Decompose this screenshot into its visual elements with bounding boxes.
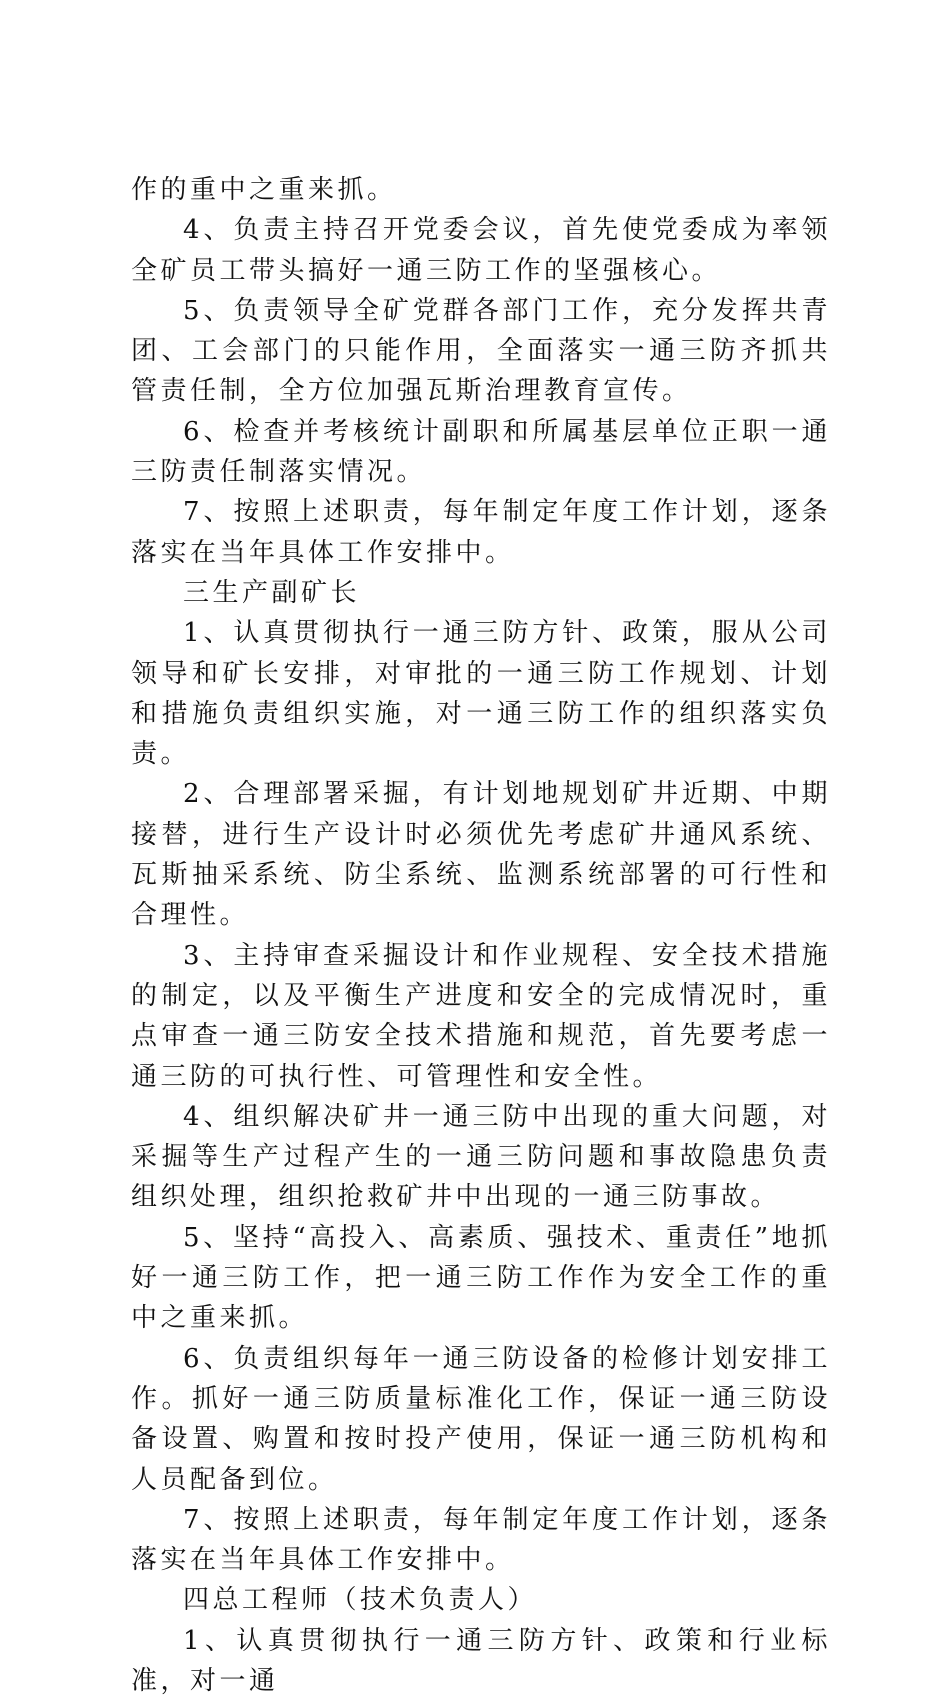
- section-heading: 四总工程师（技术负责人）: [183, 1585, 538, 1616]
- paragraph: 7、按照上述职责，每年制定年度工作计划，逐条落实在当年具体工作安排中。: [131, 1504, 831, 1576]
- paragraph: 2、合理部署采掘，有计划地规划矿井近期、中期接替，进行生产设计时必须优先考虑矿井通风系统、瓦斯抽采系统、防尘系统、监测系统部署的可行性和合理性。: [131, 779, 831, 931]
- paragraph: 5、负责领导全矿党群各部门工作，充分发挥共青团、工会部门的只能作用，全面落实一通三防齐抓共管责任制，全方位加强瓦斯治理教育宣传。: [131, 295, 831, 407]
- paragraph: 6、检查并考核统计副职和所属基层单位正职一通三防责任制落实情况。: [131, 416, 831, 488]
- paragraph: 3、主持审查采掘设计和作业规程、安全技术措施的制定，以及平衡生产进度和安全的完成情况时，重点审查一通三防安全技术措施和规范，首先要考虑一通三防的可执行性、可管理性和安全性。: [131, 940, 831, 1092]
- document-body: [131, 170, 831, 1701]
- paragraph: 6、负责组织每年一通三防设备的检修计划安排工作。抓好一通三防质量标准化工作，保证一通三防设备设置、购置和按时投产使用，保证一通三防机构和人员配备到位。: [131, 1343, 831, 1495]
- section-heading: 三生产副矿长: [183, 577, 361, 608]
- paragraph: 4、负责主持召开党委会议，首先使党委成为率领全矿员工带头搞好一通三防工作的坚强核心。: [131, 215, 831, 286]
- paragraph: 7、按照上述职责，每年制定年度工作计划，逐条落实在当年具体工作安排中。: [131, 497, 831, 568]
- paragraph: 作的重中之重来抓。: [131, 175, 397, 205]
- paragraph: 4、组织解决矿井一通三防中出现的重大问题，对采掘等生产过程产生的一通三防问题和事故隐患负责组织处理，组织抢救矿井中出现的一通三防事故。: [131, 1101, 831, 1213]
- paragraph: 5、坚持“高投入、高素质、强技术、重责任”地抓好一通三防工作，把一通三防工作作为安全工作的重中之重来抓。: [131, 1222, 831, 1334]
- paragraph: 1、认真贯彻执行一通三防方针、政策和行业标准，对一通: [131, 1625, 831, 1696]
- paragraph: 1、认真贯彻执行一通三防方针、政策，服从公司领导和矿长安排，对审批的一通三防工作规划、计划和措施负责组织实施，对一通三防工作的组织落实负责。: [131, 618, 831, 770]
